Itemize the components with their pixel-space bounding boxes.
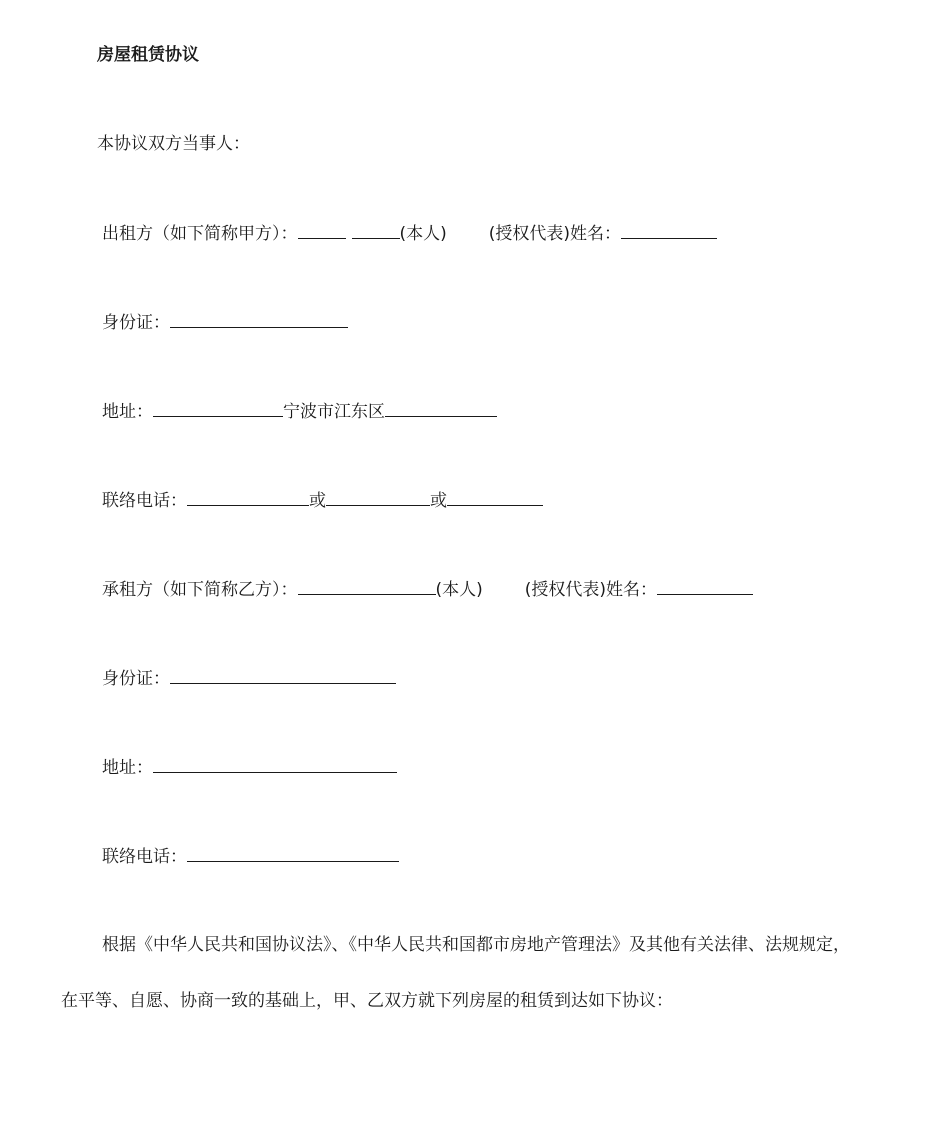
lessor-label: 出租方（如下简称甲方）： — [102, 224, 298, 244]
lessor-id-line — [102, 311, 348, 334]
lessor-phone-or-2: 或 — [430, 491, 447, 511]
lessee-id-line — [102, 667, 396, 690]
legal-basis-paragraph-line-2: 在平等、自愿、协商一致的基础上，甲、乙双方就下列房屋的租赁到达如下协议： — [61, 991, 673, 1011]
lessor-phone-blank-3[interactable] — [447, 489, 543, 506]
lessor-address-blank-2[interactable] — [385, 400, 497, 417]
lessee-address-line — [102, 756, 397, 779]
lessor-phone-blank-2[interactable] — [326, 489, 430, 506]
lessee-self-label: (本人) — [435, 580, 483, 600]
lessor-address-line — [102, 400, 497, 423]
legal-basis-paragraph-line-1: 根据《中华人民共和国协议法》、《中华人民共和国都市房地产管理法》及其他有关法律、法规规定， — [102, 935, 850, 955]
lessor-line — [102, 222, 717, 245]
lessor-id-blank[interactable] — [170, 311, 348, 328]
lessee-phone-line — [102, 845, 399, 868]
lessor-agent-name-blank[interactable] — [621, 222, 717, 239]
lessor-id-label: 身份证： — [102, 313, 170, 333]
lessor-phone-label: 联络电话： — [102, 491, 187, 511]
lessee-agent-label: (授权代表)姓名： — [524, 580, 658, 600]
lessee-address-label: 地址： — [102, 758, 153, 778]
lessee-id-blank[interactable] — [170, 667, 396, 684]
lessor-phone-line — [102, 489, 543, 512]
lessor-self-label: (本人) — [399, 224, 447, 244]
lessee-id-label: 身份证： — [102, 669, 170, 689]
lessee-label: 承租方（如下简称乙方）： — [102, 580, 298, 600]
lessee-address-blank[interactable] — [153, 756, 397, 773]
lessor-agent-label: (授权代表)姓名： — [488, 224, 622, 244]
lessee-phone-label: 联络电话： — [102, 847, 187, 867]
lessor-phone-or-1: 或 — [309, 491, 326, 511]
lessee-name-blank[interactable] — [298, 578, 436, 595]
lessor-address-blank-1[interactable] — [153, 400, 283, 417]
parties-intro: 本协议双方当事人： — [97, 134, 250, 154]
document-title: 房屋租赁协议 — [97, 45, 199, 65]
lessor-address-city: 宁波市江东区 — [283, 402, 385, 422]
lessee-agent-name-blank[interactable] — [657, 578, 753, 595]
lessor-name-blank-1[interactable] — [298, 222, 346, 239]
lessor-address-label: 地址： — [102, 402, 153, 422]
lessor-name-blank-2[interactable] — [352, 222, 400, 239]
lessee-line — [102, 578, 753, 601]
lessor-phone-blank-1[interactable] — [187, 489, 309, 506]
lessee-phone-blank[interactable] — [187, 845, 399, 862]
